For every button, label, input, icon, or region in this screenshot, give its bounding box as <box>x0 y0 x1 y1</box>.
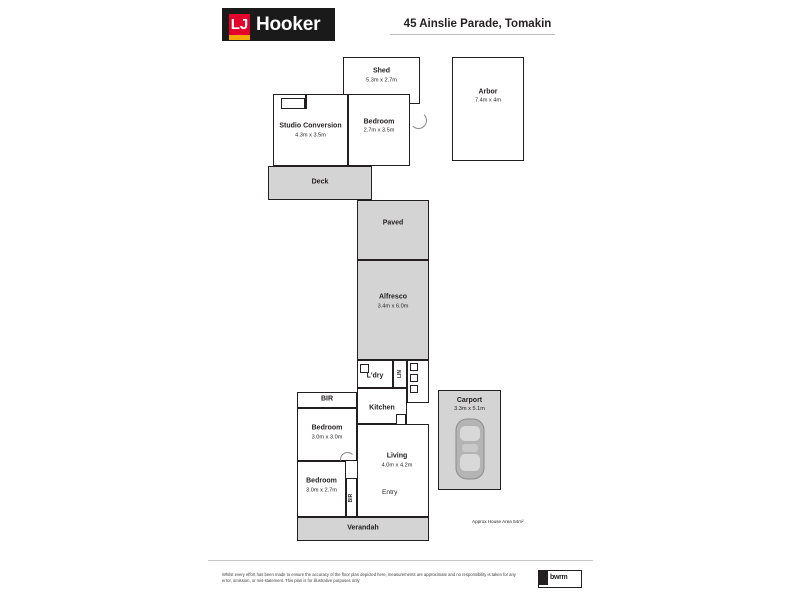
producer-logo-text: bwrm <box>550 574 568 581</box>
lj-hooker-logo <box>222 8 335 41</box>
studio-partition <box>305 95 307 109</box>
room-deck <box>268 166 372 200</box>
room-bir-upper-label: BIR <box>320 395 334 403</box>
room-laundry-label: L'dry <box>366 372 384 380</box>
laundry-tub <box>360 364 369 373</box>
room-living-dim: 4.0m x 4.2m <box>381 462 413 469</box>
room-linen-label: LIN <box>397 369 403 379</box>
property-address-text: 45 Ainslie Parade, Tomakin <box>403 18 552 30</box>
door-arc-bedroom-upper <box>410 112 427 129</box>
room-paved <box>357 200 429 260</box>
producer-logo <box>538 570 582 588</box>
room-carport-label: Carport <box>456 397 483 404</box>
room-arbor <box>452 57 524 161</box>
room-bir-lower-label: BIR <box>348 493 355 502</box>
room-studio-dim: 4.3m x 3.5m <box>295 132 326 139</box>
logo-wordmark: Hooker <box>256 13 321 35</box>
property-address <box>390 18 565 35</box>
room-bedroom-mid-label: Bedroom <box>311 424 343 432</box>
producer-logo-bar <box>539 571 548 585</box>
room-entry-label: Entry <box>382 489 398 496</box>
room-shed-dim: 5.3m x 2.7m <box>366 77 397 83</box>
room-bedroom-lower <box>297 461 346 517</box>
room-living <box>357 424 429 517</box>
room-kitchen-label: Kitchen <box>369 404 395 412</box>
room-bedroom-mid-dim: 3.0m x 3.0m <box>311 434 343 441</box>
house-area-note: Approx House Area 54m² <box>472 519 524 524</box>
room-bir-upper <box>297 392 357 408</box>
shower-fixture <box>410 374 418 382</box>
room-verandah <box>297 517 429 541</box>
room-verandah-label: Verandah <box>347 524 379 532</box>
room-carport-dim: 3.3m x 5.1m <box>454 406 485 413</box>
room-bedroom-upper-dim: 2.7m x 3.5m <box>363 127 395 134</box>
toilet-fixture <box>410 385 418 393</box>
room-linen <box>393 360 407 388</box>
room-paved-label: Paved <box>382 219 404 227</box>
disclaimer-text: Whilst every effort has been made to ensure the accuracy of the floor plan depicted here, measurements are approximate and no responsibility is taken for any error, omission, or mis-statement. This plan is for illustrative purposes only. <box>222 572 516 583</box>
room-bedroom-lower-dim: 3.0m x 2.7m <box>306 487 337 494</box>
room-arbor-dim: 7.4m x 4m <box>474 97 502 104</box>
room-studio-label: Studio Conversion <box>279 122 342 130</box>
room-alfresco-label: Alfresco <box>378 293 407 301</box>
room-bedroom-upper-label: Bedroom <box>363 117 395 125</box>
room-deck-label: Deck <box>311 178 329 186</box>
room-alfresco <box>357 260 429 360</box>
room-arbor-label: Arbor <box>478 88 498 96</box>
basin-fixture <box>410 363 418 371</box>
car-icon <box>452 416 488 482</box>
footer-divider <box>208 560 593 561</box>
room-shed-label: Shed <box>372 67 391 75</box>
room-bir-lower <box>346 478 357 517</box>
studio-bench <box>281 98 305 109</box>
address-underline <box>390 34 555 35</box>
room-bedroom-upper <box>348 94 410 166</box>
logo-monogram: LJ <box>230 16 249 33</box>
room-bedroom-lower-label: Bedroom <box>306 477 337 485</box>
room-living-label: Living <box>386 452 408 460</box>
room-alfresco-dim: 3.4m x 6.0m <box>377 303 409 310</box>
